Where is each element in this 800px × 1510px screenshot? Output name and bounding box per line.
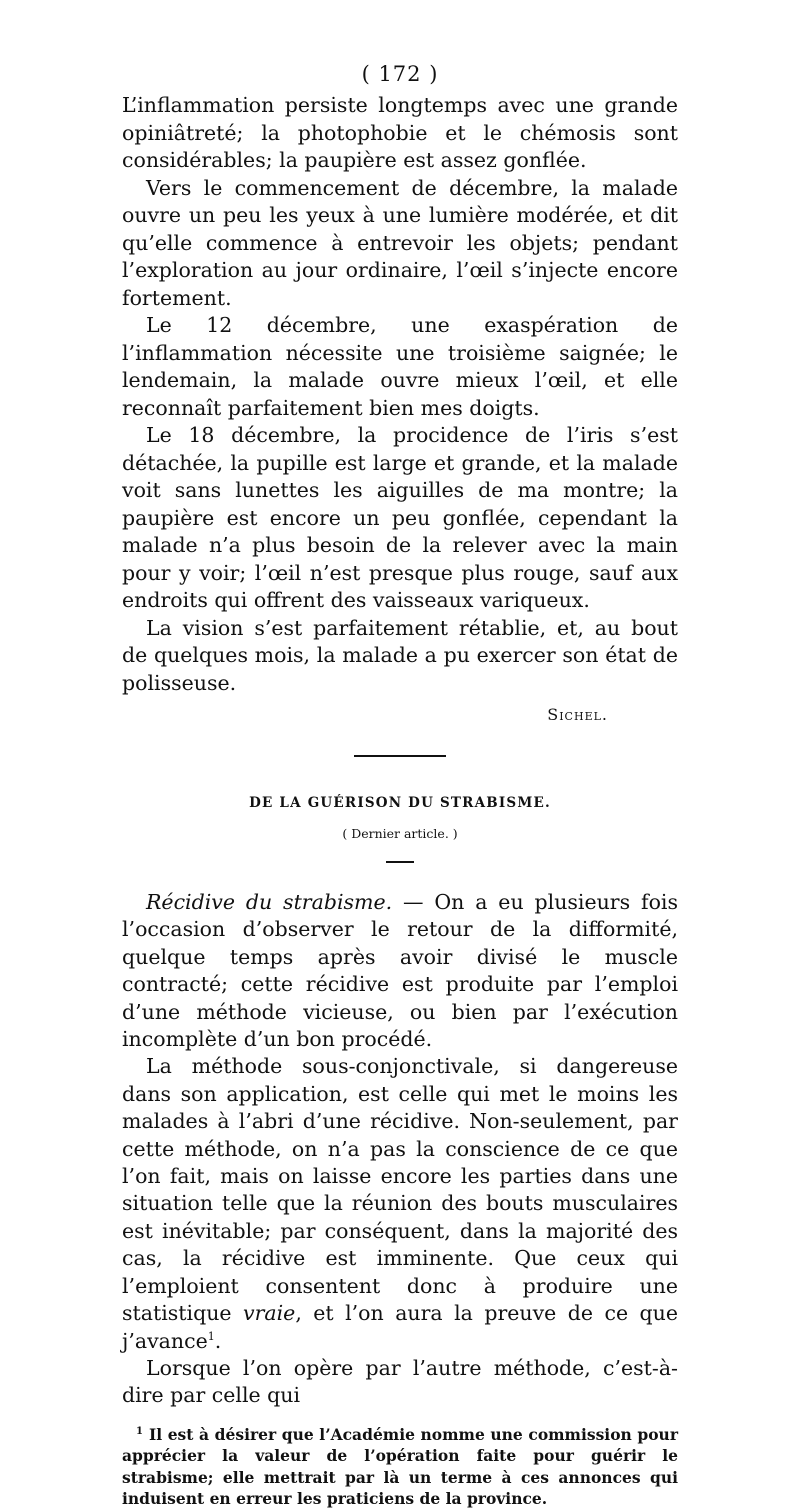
- page-number: ( 172 ): [361, 62, 439, 86]
- article-paragraph-2: [122, 1053, 678, 1354]
- paragraph-heading: Récidive du strabisme.: [146, 890, 393, 914]
- section-subtitle: ( Dernier article. ): [342, 826, 458, 841]
- author-signature: Sichel.: [547, 705, 608, 724]
- article-paragraph-1: [122, 889, 678, 1053]
- article-paragraph-3: Lorsque l’on opère par l’autre méthode, c’est-à-dire par celle qui: [122, 1355, 678, 1408]
- case-paragraph-1: L’inflammation persiste longtemps avec une grande opiniâtreté; la photophobie et le chémosis sont considérables; la paupière est assez gonflée.: [122, 93, 678, 172]
- case-paragraph-3: Le 12 décembre, une exaspération de l’inflammation nécessite une troisième saignée; le lendemain, la malade ouvre mieux l’œil, et elle reconnaît parfaitement bien mes doigts.: [122, 313, 678, 420]
- case-paragraph-5: La vision s’est parfaitement rétablie, et, au bout de quelques mois, la malade a pu exercer son état de polisseuse.: [122, 615, 678, 695]
- case-paragraph-4: Le 18 décembre, la procidence de l’iris s’est détachée, la pupille est large et grande, et la malade voit sans lunettes les aiguilles de ma montre; la paupière est encore un peu gonflée, cependant la malade n’a plus besoin de la relever avec la main pour y voir; l’œil n’est presque plus rouge, sauf aux endroits qui offrent des vaisseaux variqueux.: [122, 423, 678, 612]
- footnote: [122, 1424, 678, 1510]
- footnote-reference[interactable]: 1: [207, 1329, 215, 1343]
- case-report: [122, 92, 678, 727]
- section-title: DE LA GUÉRISON DU STRABISME.: [249, 795, 551, 811]
- footnote-text: Il est à désirer que l’Académie nomme une commission pour apprécier la valeur de l’opération faite pour guérir le strabisme; elle mettrait par là un terme à ces annonces qui induisent en erreur les praticiens de la province.: [122, 1424, 678, 1509]
- book-page: [122, 60, 678, 1510]
- section-divider-rule: [354, 755, 446, 757]
- paragraph-text: — On a eu plusieurs fois l’occasion d’observer le retour de la difformité, quelque temps après avoir divisé le muscle contracté; cette récidive est produite par l’emploi d’une méthode vicieuse, ou bien par l’exécution incomplète d’un bon procédé.: [122, 890, 678, 1052]
- paragraph-text: La méthode sous-conjonctivale, si dangereuse dans son application, est celle qui met le moins les malades à l’abri d’une récidive. Non-seulement, par cette méthode, on n’a pas la conscience de ce que l’on fait, mais on laisse encore les parties dans une situation telle que la réunion des bouts musculaires est inévitable; par conséquent, dans la majorité des cas, la récidive est imminente. Que ceux qui l’emploient consentent donc à produire une statistique: [122, 1054, 678, 1326]
- short-divider-rule: [386, 861, 414, 863]
- footnote-spacer: [122, 1410, 678, 1424]
- emphasis-text: vraie: [243, 1301, 296, 1326]
- paragraph-text: .: [214, 1328, 222, 1353]
- footnote-mark: 1: [136, 1425, 143, 1437]
- article-body: [122, 889, 678, 1410]
- paragraph-text: , et l’on aura la preuve de ce que j’avance: [122, 1301, 678, 1353]
- case-paragraph-2: Vers le commencement de décembre, la malade ouvre un peu les yeux à une lumière modérée, et dit qu’elle commence à entrevoir les objets; pendant l’exploration au jour ordinaire, l’œil s’injecte encore fortement.: [122, 175, 678, 310]
